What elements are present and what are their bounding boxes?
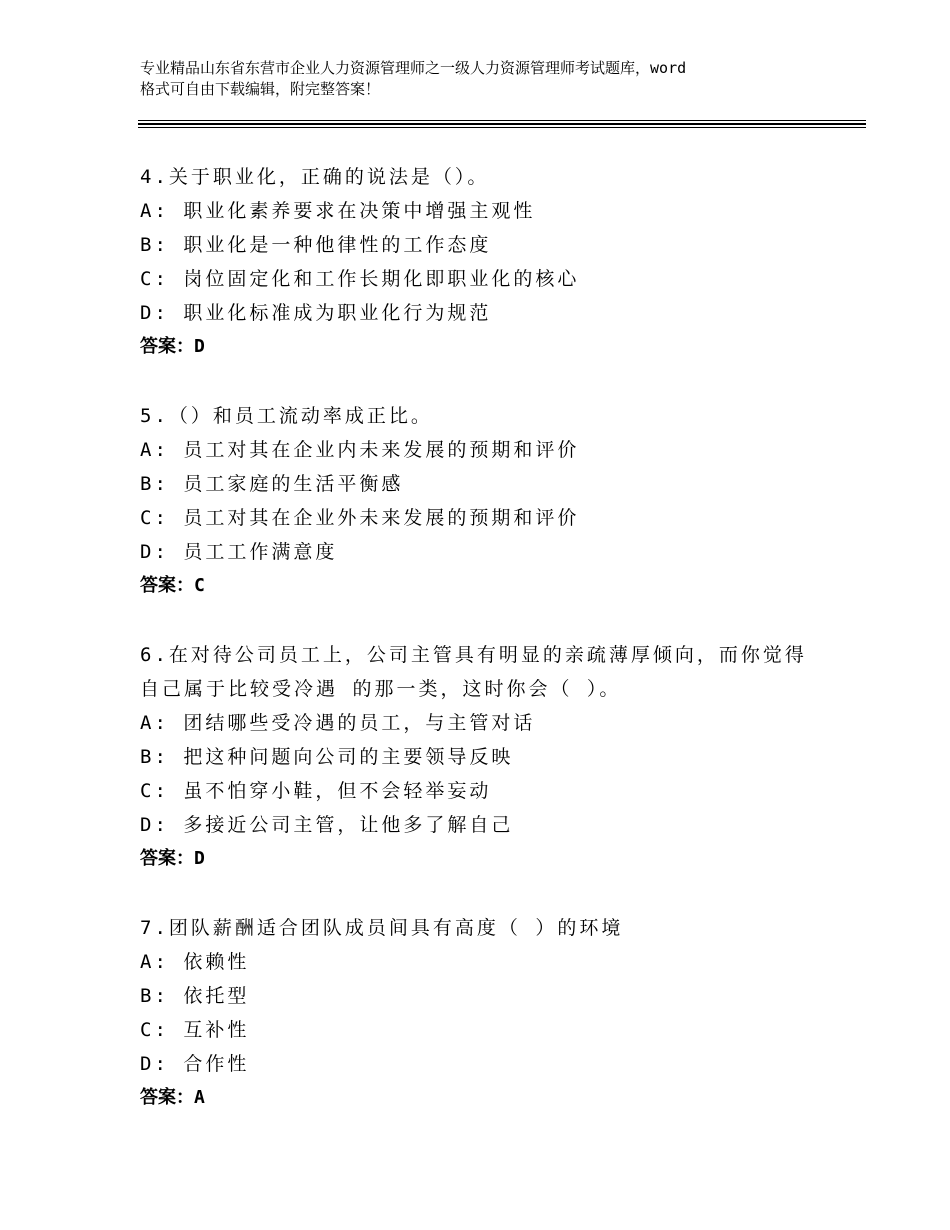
header-rule-bottom [138, 127, 866, 128]
answer-option: B: 依托型 [140, 985, 250, 1007]
answer-option: A: 职业化素养要求在决策中增强主观性 [140, 200, 536, 222]
header-rule-top [138, 120, 866, 121]
question-stem: 自己属于比较受冷遇 的那一类，这时你会（ ）。 [140, 678, 622, 700]
question-stem: 5.（）和员工流动率成正比。 [140, 405, 433, 427]
document-header [140, 58, 840, 100]
answer-key: 答案：A [140, 1087, 205, 1108]
answer-option: C: 虽不怕穿小鞋，但不会轻举妄动 [140, 780, 492, 802]
question-block [140, 399, 840, 603]
answer-option: C: 岗位固定化和工作长期化即职业化的核心 [140, 268, 580, 290]
answer-option: C: 互补性 [140, 1019, 250, 1041]
answer-option: C: 员工对其在企业外未来发展的预期和评价 [140, 507, 580, 529]
answer-option: D: 合作性 [140, 1053, 250, 1075]
answer-option: D: 多接近公司主管，让他多了解自己 [140, 814, 514, 836]
answer-option: A: 依赖性 [140, 951, 250, 973]
question-stem: 7.团队薪酬适合团队成员间具有高度（ ）的环境 [140, 917, 624, 939]
answer-option: B: 员工家庭的生活平衡感 [140, 473, 404, 495]
answer-option: B: 把这种问题向公司的主要领导反映 [140, 746, 514, 768]
question-stem: 4.关于职业化，正确的说法是（）。 [140, 166, 490, 188]
question-stem: 6.在对待公司员工上，公司主管具有明显的亲疏薄厚倾向，而你觉得 [140, 644, 807, 666]
header-line-2: 格式可自由下载编辑，附完整答案！ [140, 80, 381, 98]
answer-option: A: 团结哪些受冷遇的员工，与主管对话 [140, 712, 536, 734]
question-list [140, 160, 840, 1150]
question-block [140, 160, 840, 364]
answer-key: 答案：D [140, 848, 205, 869]
answer-key: 答案：D [140, 336, 205, 357]
answer-key: 答案：C [140, 575, 205, 596]
header-rule-middle [138, 123, 866, 125]
answer-option: A: 员工对其在企业内未来发展的预期和评价 [140, 439, 580, 461]
answer-option: D: 职业化标准成为职业化行为规范 [140, 302, 492, 324]
header-line-1: 专业精品山东省东营市企业人力资源管理师之一级人力资源管理师考试题库，word [140, 59, 687, 77]
question-block [140, 638, 840, 876]
answer-option: B: 职业化是一种他律性的工作态度 [140, 234, 492, 256]
question-block [140, 911, 840, 1115]
answer-option: D: 员工工作满意度 [140, 541, 338, 563]
